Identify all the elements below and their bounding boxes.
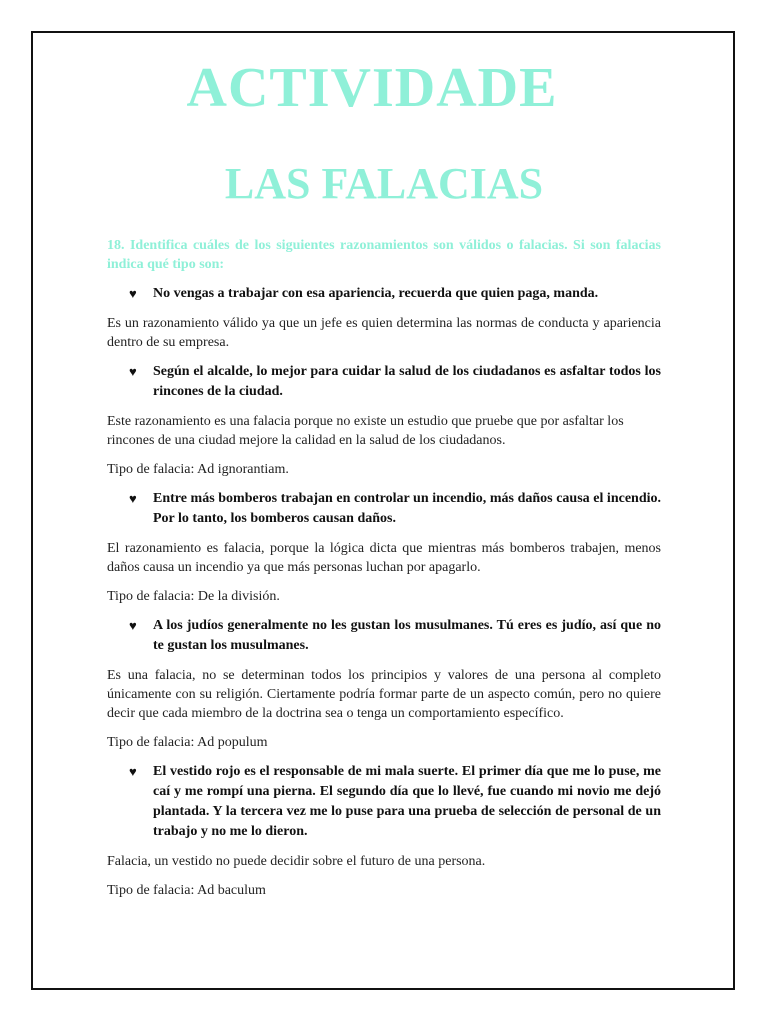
answer-4: Es una falacia, no se determinan todos los principios y valores de una persona al completo únicamente con su religión. Ciertamente podría formar parte de un aspecto común, pero no quiere decir que cada miembro de la doctrina sea o tenga un comportamiento específico. bbox=[107, 668, 661, 721]
heart-bullet-icon: ♥ bbox=[129, 491, 137, 506]
answer-3: El razonamiento es falacia, porque la lógica dicta que mientras más bomberos trabajen, menos daños causa un incendio ya que más personas luchan por apagarlo. bbox=[107, 541, 661, 575]
question-text: 18. Identifica cuáles de los siguientes razonamientos son válidos o falacias. Si son falacias indica qué tipo son: bbox=[107, 238, 661, 272]
statement-3 bbox=[107, 489, 661, 529]
statement-text: Entre más bomberos trabajan en controlar un incendio, más daños causa el incendio. Por lo tanto, los bomberos causan daños. bbox=[153, 491, 661, 526]
fallacy-type-5: Tipo de falacia: Ad baculum bbox=[107, 883, 266, 898]
page-subtitle: LAS FALACIAS bbox=[224, 159, 544, 208]
answer-2: Este razonamiento es una falacia porque no existe un estudio que pruebe que por asfaltar los rincones de una ciudad mejore la calidad en la salud de los ciudadanos. bbox=[107, 414, 624, 448]
statement-5 bbox=[107, 762, 661, 842]
fallacy-type-4: Tipo de falacia: Ad populum bbox=[107, 735, 268, 750]
heart-bullet-icon: ♥ bbox=[129, 286, 137, 301]
statement-1 bbox=[107, 284, 661, 304]
document-body bbox=[107, 236, 661, 910]
statement-2 bbox=[107, 362, 661, 402]
heart-bullet-icon: ♥ bbox=[129, 618, 137, 633]
answer-5: Falacia, un vestido no puede decidir sobre el futuro de una persona. bbox=[107, 854, 486, 869]
statement-text: No vengas a trabajar con esa apariencia, recuerda que quien paga, manda. bbox=[153, 286, 599, 301]
statement-text: Según el alcalde, lo mejor para cuidar la salud de los ciudadanos es asfaltar todos los rincones de la ciudad. bbox=[153, 364, 661, 399]
statement-text: A los judíos generalmente no les gustan los musulmanes. Tú eres es judío, así que no te gustan los musulmanes. bbox=[153, 618, 661, 653]
heart-bullet-icon: ♥ bbox=[129, 764, 137, 779]
fallacy-type-2: Tipo de falacia: Ad ignorantiam. bbox=[107, 462, 289, 477]
statement-text: El vestido rojo es el responsable de mi mala suerte. El primer día que me lo puse, me caí y me rompí una pierna. El segundo día que lo llevé, fue cuando mi novio me dejó plantada. Y la tercera vez me lo puse para una prueba de selección de personal de un trabajo y no me lo dieron. bbox=[153, 764, 661, 839]
statement-4 bbox=[107, 616, 661, 656]
page-title: ACTIVIDADE bbox=[186, 57, 558, 119]
heart-bullet-icon: ♥ bbox=[129, 364, 137, 379]
fallacy-type-3: Tipo de falacia: De la división. bbox=[107, 589, 280, 604]
answer-1: Es un razonamiento válido ya que un jefe es quien determina las normas de conducta y apariencia dentro de su empresa. bbox=[107, 316, 661, 350]
